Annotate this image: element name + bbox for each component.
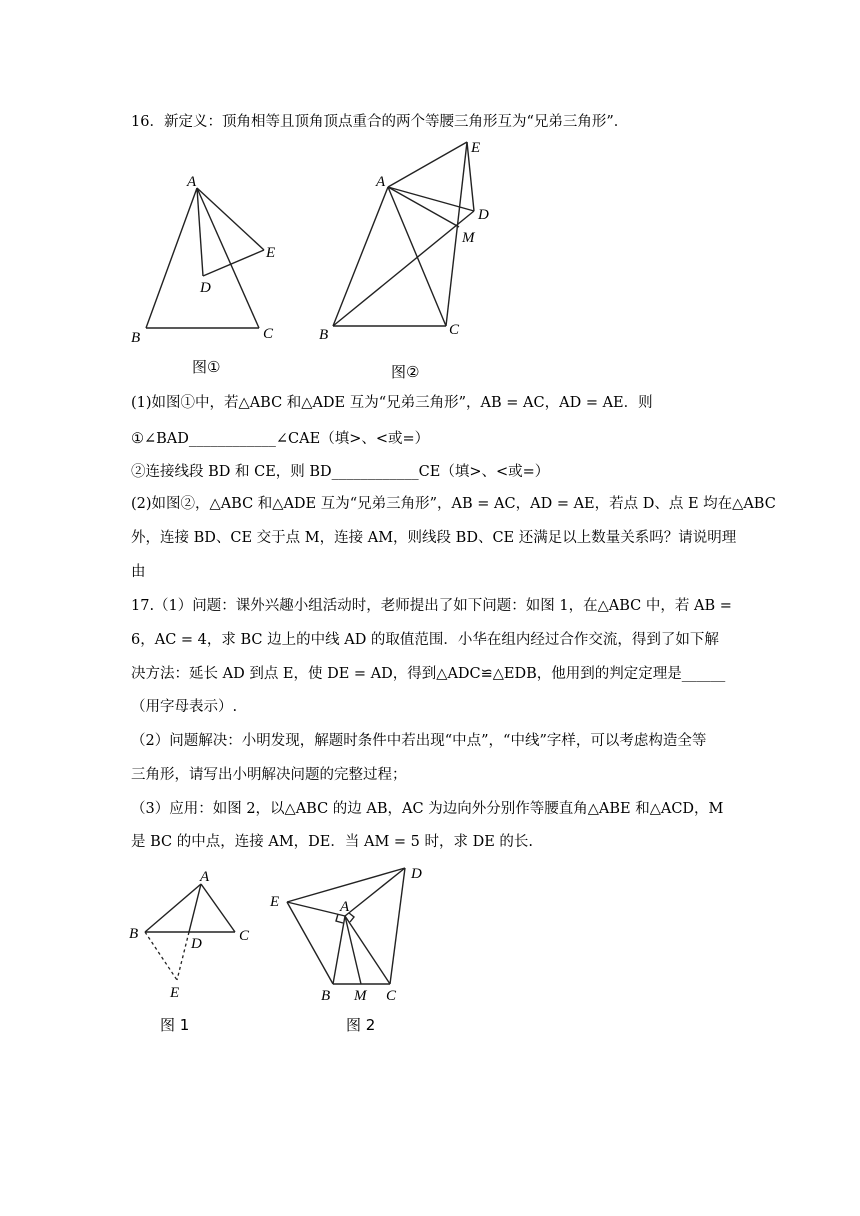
point-a-label: A — [376, 174, 386, 190]
figure-2-caption: 图② — [391, 363, 420, 381]
figure-1-caption: 图 1 — [160, 1016, 190, 1034]
problem16-figure-1 — [125, 168, 290, 383]
point-d-label: D — [411, 866, 422, 882]
problem16-part1-intro: (1)如图①中，若△ABC 和△ADE 互为“兄弟三角形”，AB = AC，AD = AE．则 — [131, 395, 653, 411]
problem16-part2-line1: (2)如图②，△ABC 和△ADE 互为“兄弟三角形”，AB = AC，AD = AE，若点 D、点 E 均在△ABC — [131, 496, 776, 512]
problem17-figure-1 — [125, 862, 265, 1042]
problem17-line6: 三角形，请写出小明解决问题的完整过程； — [131, 767, 407, 783]
segment-ae — [388, 142, 467, 187]
point-a-label: A — [200, 869, 210, 885]
problem16-heading: 16．新定义：顶角相等且顶角顶点重合的两个等腰三角形互为“兄弟三角形”． — [131, 114, 629, 130]
problem17-line7: （3）应用：如图 2，以△ABC 的边 AB，AC 为边向外分别作等腰直角△ABE 和△ACD，M — [131, 801, 724, 817]
point-m-label: M — [354, 988, 367, 1004]
segment-ea — [287, 902, 345, 916]
segment-ab — [146, 188, 197, 328]
problem17-line5: （2）问题解决：小明发现，解题时条件中若出现“中点”，“中线”字样，可以考虑构造全等 — [131, 733, 707, 749]
figure-1-caption: 图① — [192, 358, 221, 376]
point-b-label: B — [319, 327, 329, 343]
segment-dc — [390, 868, 405, 984]
problem16-part1-q2: ②连接线段 BD 和 CE，则 BD____________CE（填>、<或=） — [131, 464, 550, 480]
segment-eb — [287, 902, 333, 984]
point-e-label: E — [170, 985, 180, 1001]
segment-ae — [197, 188, 264, 250]
point-d-label: D — [200, 280, 211, 296]
problem17-line2: 6，AC = 4，求 BC 边上的中线 AD 的取值范围．小华在组内经过合作交流，得到了如下解 — [131, 632, 719, 648]
segment-ad — [345, 868, 405, 916]
segment-ab — [333, 187, 388, 326]
problem17-line1: 17.（1）问题：课外兴趣小组活动时，老师提出了如下问题：如图 1，在△ABC 中，若 AB = — [131, 598, 732, 614]
segment-am — [388, 187, 459, 227]
problem16-part1-q1: ①∠BAD____________∠CAE（填>、<或=） — [131, 431, 430, 447]
point-e-label: E — [270, 894, 280, 910]
point-e-label: E — [471, 140, 481, 156]
point-c-label: C — [263, 326, 274, 342]
problem17-line3: 决方法：延长 AD 到点 E，使 DE = AD，得到△ADC≌△EDB，他用到的判定定理是______ — [131, 666, 726, 682]
problem16-part2-line2: 外，连接 BD、CE 交于点 M，连接 AM，则线段 BD、CE 还满足以上数量关系吗？请说明理 — [131, 530, 737, 546]
point-b-label: B — [131, 330, 141, 346]
right-angle-mark-2 — [349, 913, 354, 922]
point-a-label: A — [187, 174, 197, 190]
problem17-line4: （用字母表示）. — [131, 699, 238, 715]
point-e-label: E — [266, 245, 276, 261]
segment-ed — [287, 868, 405, 902]
segment-ad — [189, 884, 201, 932]
problem17-figure-2 — [265, 858, 440, 1042]
segment-ac — [388, 187, 446, 326]
segment-ac — [345, 916, 390, 984]
segment-ab — [145, 884, 201, 932]
segment-ac — [201, 884, 235, 932]
segment-de-dashed — [177, 932, 189, 980]
point-c-label: C — [386, 988, 397, 1004]
segment-ac — [197, 188, 259, 328]
problem17-line8: 是 BC 的中点，连接 AM，DE．当 AM = 5 时，求 DE 的长. — [131, 834, 534, 850]
point-d-label: D — [191, 936, 202, 952]
segment-be-dashed — [145, 932, 177, 980]
segment-ab — [333, 916, 345, 984]
point-c-label: C — [449, 322, 460, 338]
point-b-label: B — [321, 988, 331, 1004]
point-m-label: M — [462, 230, 475, 246]
point-d-label: D — [478, 207, 489, 223]
point-b-label: B — [129, 926, 139, 942]
point-c-label: C — [239, 928, 250, 944]
point-a-label: A — [340, 899, 350, 915]
segment-am — [345, 916, 361, 984]
problem16-part2-line3: 由 — [131, 564, 146, 580]
problem16-figure-2 — [315, 135, 495, 385]
figure-2-caption: 图 2 — [346, 1016, 376, 1034]
